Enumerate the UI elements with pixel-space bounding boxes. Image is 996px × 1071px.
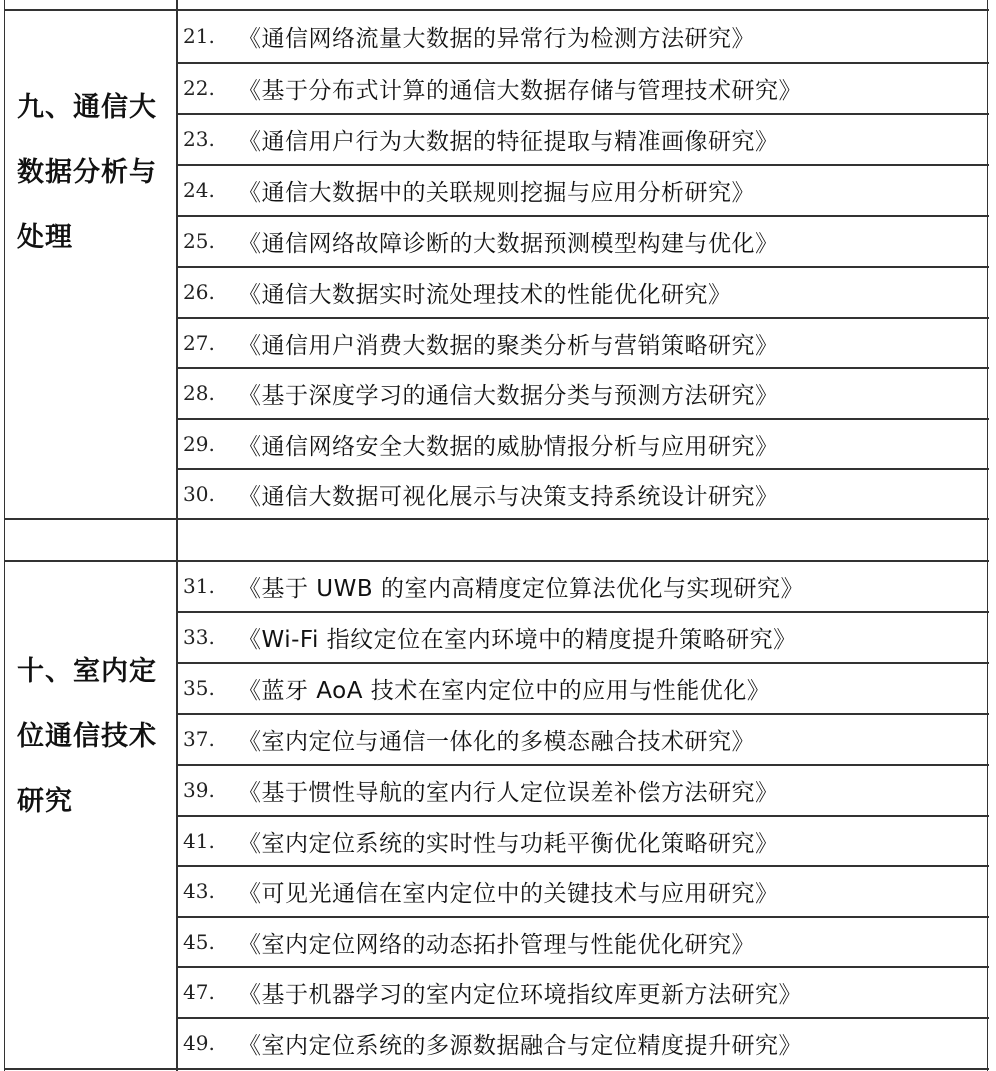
item-number: 28. [183, 381, 215, 405]
item-number: 45. [183, 930, 215, 954]
item-number: 25. [183, 229, 215, 253]
column-divider [176, 0, 178, 1071]
table-row [183, 63, 802, 113]
item-number: 27. [183, 331, 215, 355]
table-row [183, 469, 779, 519]
item-title: 《通信大数据中的关联规则挖掘与应用分析研究》 [238, 179, 755, 206]
table-row [183, 816, 779, 866]
table-row [183, 267, 732, 317]
table-row [183, 917, 755, 967]
item-title: 《基于分布式计算的通信大数据存储与管理技术研究》 [238, 77, 802, 104]
item-title: 《蓝牙 AoA 技术在室内定位中的应用与性能优化》 [238, 677, 771, 704]
item-number: 31. [183, 574, 215, 598]
item-title: 《通信大数据实时流处理技术的性能优化研究》 [238, 281, 732, 308]
category-cell-10 [17, 639, 169, 834]
table-row [183, 114, 779, 164]
item-number: 41. [183, 829, 215, 853]
item-number: 33. [183, 625, 215, 649]
table-bottom-border [5, 1068, 989, 1070]
table-row [183, 967, 802, 1017]
item-number: 21. [183, 24, 215, 48]
category-line: 数据分析与 [17, 157, 157, 188]
category-line: 处理 [17, 222, 73, 253]
topic-table [4, 0, 988, 1071]
item-title: 《室内定位系统的多源数据融合与定位精度提升研究》 [238, 1032, 802, 1059]
item-number: 49. [183, 1031, 215, 1055]
item-title: 《通信网络故障诊断的大数据预测模型构建与优化》 [238, 230, 779, 257]
item-title: 《室内定位系统的实时性与功耗平衡优化策略研究》 [238, 830, 779, 857]
item-title: 《通信用户消费大数据的聚类分析与营销策略研究》 [238, 332, 779, 359]
item-number: 43. [183, 879, 215, 903]
item-title: 《基于 UWB 的室内高精度定位算法优化与实现研究》 [238, 575, 804, 602]
item-number: 39. [183, 778, 215, 802]
table-row [183, 318, 779, 368]
item-title: 《通信网络流量大数据的异常行为检测方法研究》 [238, 25, 755, 52]
table-row [183, 419, 779, 469]
item-title: 《通信网络安全大数据的威胁情报分析与应用研究》 [238, 433, 779, 460]
item-number: 47. [183, 980, 215, 1004]
item-title: 《可见光通信在室内定位中的关键技术与应用研究》 [238, 880, 779, 907]
table-row [183, 765, 779, 815]
item-title: 《通信用户行为大数据的特征提取与精准画像研究》 [238, 128, 779, 155]
table-row [183, 165, 755, 215]
category-line: 十、室内定 [17, 656, 157, 687]
category-cell-9 [17, 75, 169, 270]
item-title: 《基于机器学习的室内定位环境指纹库更新方法研究》 [238, 981, 802, 1008]
item-number: 24. [183, 178, 215, 202]
item-number: 30. [183, 482, 215, 506]
item-title: 《基于惯性导航的室内行人定位误差补偿方法研究》 [238, 779, 779, 806]
item-number: 37. [183, 727, 215, 751]
category-line: 位通信技术 [17, 721, 157, 752]
table-row [183, 663, 770, 713]
item-number: 35. [183, 676, 215, 700]
item-title: 《室内定位网络的动态拓扑管理与性能优化研究》 [238, 931, 755, 958]
item-number: 26. [183, 280, 215, 304]
item-title: 《Wi-Fi 指纹定位在室内环境中的精度提升策略研究》 [238, 626, 797, 653]
category-line: 研究 [17, 786, 73, 817]
table-row [183, 368, 779, 418]
item-number: 29. [183, 432, 215, 456]
table-row [183, 866, 779, 916]
table-row [183, 11, 755, 61]
table-row [183, 216, 779, 266]
item-number: 23. [183, 127, 215, 151]
item-number: 22. [183, 76, 215, 100]
category-line: 九、通信大 [17, 92, 157, 123]
table-row [183, 1018, 802, 1068]
table-row [183, 561, 804, 611]
item-title: 《通信大数据可视化展示与决策支持系统设计研究》 [238, 483, 779, 510]
item-title: 《基于深度学习的通信大数据分类与预测方法研究》 [238, 382, 779, 409]
table-row [183, 612, 797, 662]
item-title: 《室内定位与通信一体化的多模态融合技术研究》 [238, 728, 755, 755]
table-row [183, 714, 755, 764]
